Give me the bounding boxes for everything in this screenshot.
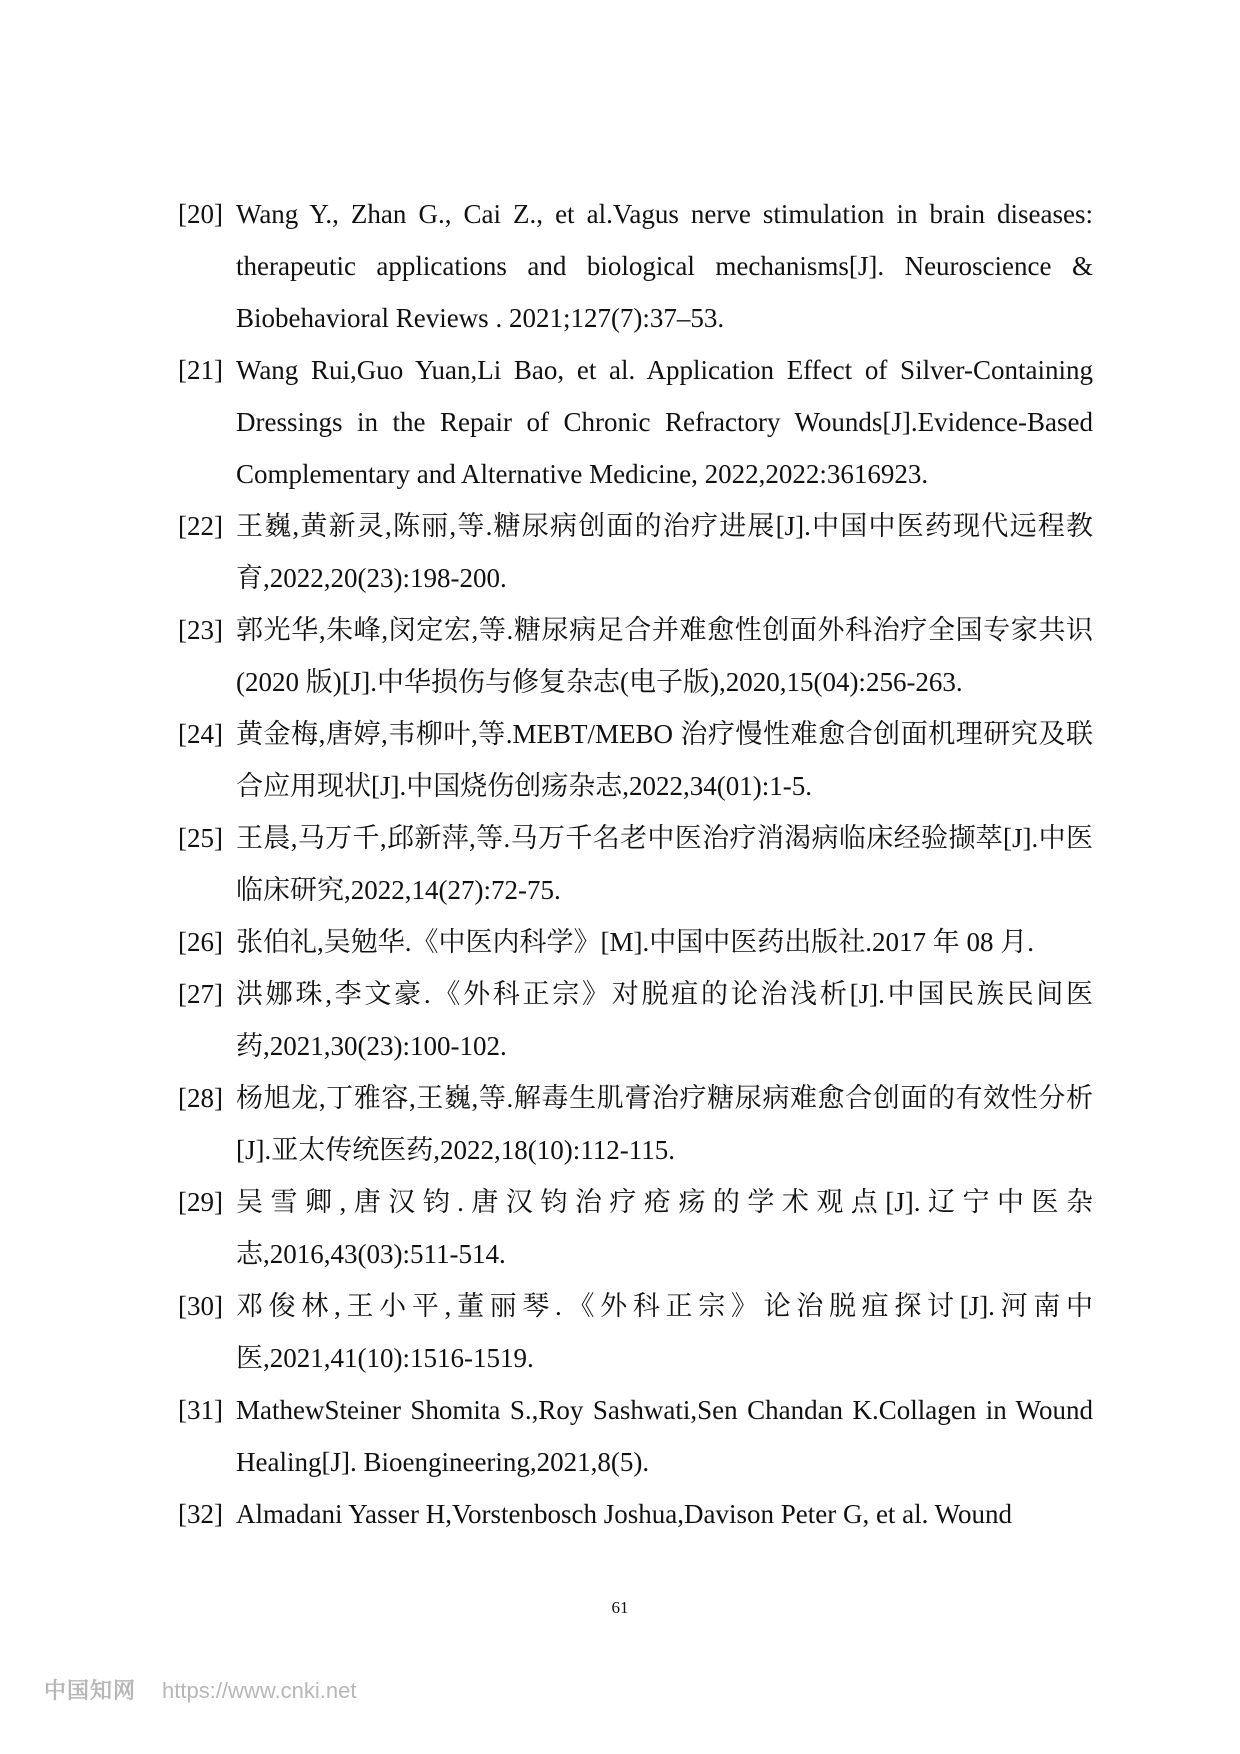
reference-number: [29] [178, 1187, 223, 1217]
reference-item [178, 500, 1093, 604]
reference-text: Wang Y., Zhan G., Cai Z., et al.Vagus nerve stimulation in brain diseases: therapeutic applications and biological mechanisms[J]. Neuroscience & Biobehavioral Reviews . 2021;127(7):37–53. [236, 199, 1093, 333]
reference-item [178, 188, 1093, 344]
watermark-url: https://www.cnki.net [162, 1678, 357, 1703]
reference-text: 洪娜珠,李文豪.《外科正宗》对脱疽的论治浅析[J].中国民族民间医药,2021,30(23):100-102. [236, 979, 1093, 1061]
reference-number: [22] [178, 511, 223, 541]
reference-item [178, 1280, 1093, 1384]
reference-text: MathewSteiner Shomita S.,Roy Sashwati,Sen Chandan K.Collagen in Wound Healing[J]. Bioengineering,2021,8(5). [236, 1395, 1093, 1477]
reference-text: 王巍,黄新灵,陈丽,等.糖尿病创面的治疗进展[J].中国中医药现代远程教育,2022,20(23):198-200. [236, 511, 1093, 593]
reference-number: [24] [178, 719, 223, 749]
reference-item [178, 1072, 1093, 1176]
reference-number: [21] [178, 355, 223, 385]
reference-item [178, 1488, 1093, 1540]
reference-number: [20] [178, 199, 223, 229]
reference-item [178, 812, 1093, 916]
reference-text: Almadani Yasser H,Vorstenbosch Joshua,Davison Peter G, et al. Wound [236, 1499, 1012, 1529]
watermark [44, 1674, 356, 1705]
reference-text: 张伯礼,吴勉华.《中医内科学》[M].中国中医药出版社.2017 年 08 月. [236, 927, 1034, 957]
reference-item [178, 604, 1093, 708]
reference-text: 邓俊林,王小平,董丽琴.《外科正宗》论治脱疽探讨[J].河南中医,2021,41(10):1516-1519. [236, 1291, 1093, 1373]
reference-text: 吴雪卿,唐汉钧.唐汉钧治疗疮疡的学术观点[J].辽宁中医杂志,2016,43(03):511-514. [236, 1187, 1093, 1269]
reference-number: [23] [178, 615, 223, 645]
page-number: 61 [611, 1598, 629, 1617]
reference-item [178, 344, 1093, 500]
watermark-logo: 中国知网 [44, 1679, 137, 1704]
reference-text: 郭光华,朱峰,闵定宏,等.糖尿病足合并难愈性创面外科治疗全国专家共识(2020 版)[J].中华损伤与修复杂志(电子版),2020,15(04):256-263. [236, 615, 1093, 697]
reference-list [178, 188, 1093, 1540]
reference-item [178, 968, 1093, 1072]
reference-number: [26] [178, 927, 223, 957]
reference-number: [25] [178, 823, 223, 853]
reference-item [178, 1384, 1093, 1488]
reference-item [178, 1176, 1093, 1280]
reference-number: [31] [178, 1395, 223, 1425]
reference-text: Wang Rui,Guo Yuan,Li Bao, et al. Application Effect of Silver-Containing Dressings in the Repair of Chronic Refractory Wounds[J].Evidence-Based Complementary and Alternative Medicine, 2022,2022:3616923. [236, 355, 1093, 489]
reference-number: [30] [178, 1291, 223, 1321]
reference-item [178, 708, 1093, 812]
reference-text: 黄金梅,唐婷,韦柳叶,等.MEBT/MEBO 治疗慢性难愈合创面机理研究及联合应用现状[J].中国烧伤创疡杂志,2022,34(01):1-5. [236, 719, 1093, 801]
reference-number: [32] [178, 1499, 223, 1529]
reference-number: [28] [178, 1083, 223, 1113]
reference-text: 王晨,马万千,邱新萍,等.马万千名老中医治疗消渴病临床经验撷萃[J].中医临床研究,2022,14(27):72-75. [236, 823, 1093, 905]
reference-text: 杨旭龙,丁雅容,王巍,等.解毒生肌膏治疗糖尿病难愈合创面的有效性分析[J].亚太传统医药,2022,18(10):112-115. [236, 1083, 1093, 1165]
reference-number: [27] [178, 979, 223, 1009]
reference-item [178, 916, 1093, 968]
